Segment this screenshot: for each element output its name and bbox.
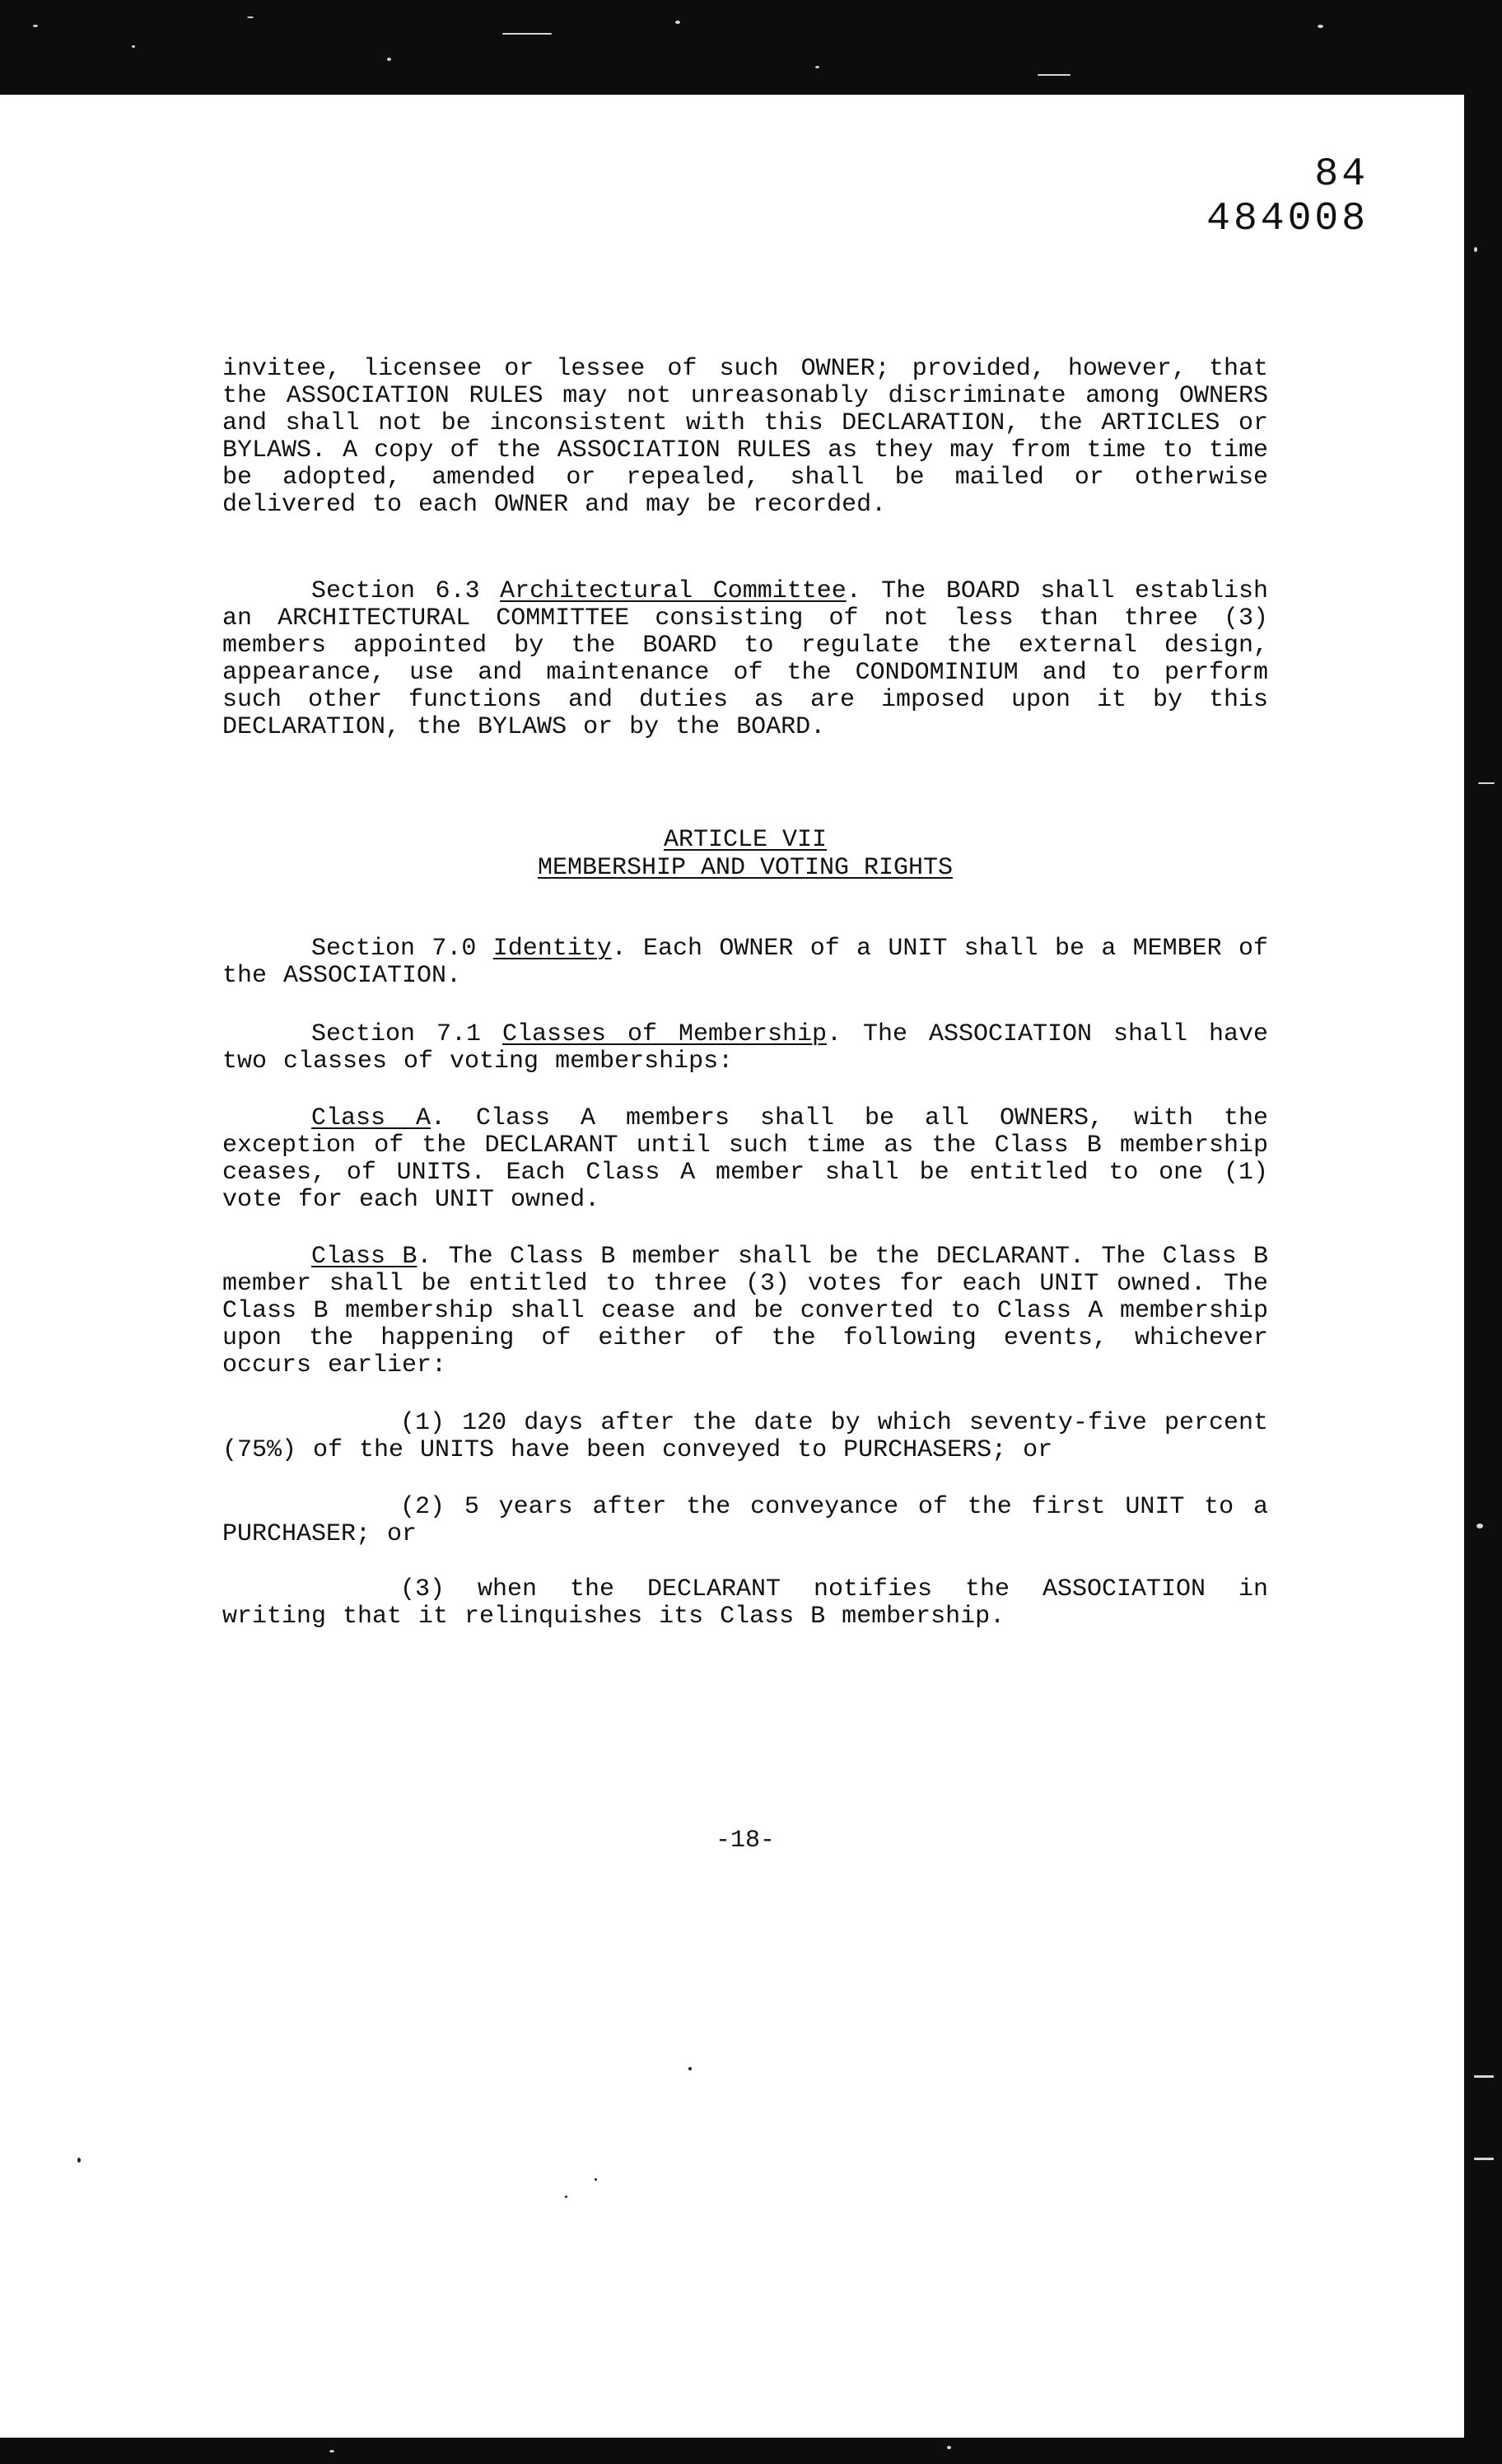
section-6-3-body: . The BOARD shall establish an ARCHITECTURAL COMMITTEE consisting of not less than three (3) members appointed by the BOARD to regulate the external design, appearance, use and maintenance of the CONDOMINIUM and to perform such other functions and duties as are imposed upon it by this DECLARATION, the BYLAWS or by the BOARD. [222, 577, 1268, 741]
section-7-1-label: Section 7.1 [311, 1020, 482, 1048]
section-7-0 [222, 936, 1268, 990]
section-7-1-body: . The ASSOCIATION shall have two classes of voting memberships: [222, 1020, 1268, 1076]
class-b-title: Class B [311, 1243, 417, 1271]
class-a-body: . Class A members shall be all OWNERS, with the exception of the DECLARANT until such time as the Class B membership ceases, of UNITS. Each Class A member shall be entitled to one (1) vote for each UNIT owned. [222, 1104, 1268, 1214]
class-a-title: Class A [311, 1104, 431, 1132]
section-7-0-title: Identity [492, 935, 612, 963]
section-6-3-title: Architectural Committee [500, 577, 847, 605]
event-item-3: (3) when the DECLARANT notifies the ASSOCIATION in writing that it relinquishes its Class B membership. [222, 1575, 1268, 1631]
section-7-0-label: Section 7.0 [311, 935, 477, 963]
article-number: ARTICLE VII [663, 826, 828, 854]
article-title: MEMBERSHIP AND VOTING RIGHTS [537, 854, 954, 882]
class-a-paragraph [222, 1105, 1268, 1214]
section-7-1-title: Classes of Membership [502, 1020, 828, 1048]
class-b-paragraph [222, 1244, 1268, 1379]
class-b-body: . The Class B member shall be the DECLARANT. The Class B member shall be entitled to three (3) votes for each UNIT owned. The Class B membership shall cease and be converted to Class A membership upon the happening of either of the following events, whichever occurs earlier: [222, 1243, 1268, 1379]
section-6-3-label: Section 6.3 [311, 577, 480, 605]
paragraph-association-rules: invitee, licensee or lessee of such OWNER; provided, however, that the ASSOCIATION RULES may not unreasonably discriminate among OWNERS and shall not be inconsistent with this DECLARATION, the ARTICLES or BYLAWS. A copy of the ASSOCIATION RULES as they may from time to time be adopted, amended or repealed, shall be mailed or otherwise delivered to each OWNER and may be recorded. [222, 355, 1268, 519]
page-number: -18- [715, 1827, 775, 1855]
event-item-2: (2) 5 years after the conveyance of the first UNIT to a PURCHASER; or [222, 1493, 1268, 1548]
section-6-3 [222, 578, 1268, 741]
section-7-1 [222, 1021, 1268, 1076]
event-item-1: (1) 120 days after the date by which seventy-five percent (75%) of the UNITS have been conveyed to PURCHASERS; or [222, 1409, 1268, 1464]
document-number: 84 484008 [1206, 152, 1369, 241]
section-7-0-body: . Each OWNER of a UNIT shall be a MEMBER of the ASSOCIATION. [222, 935, 1268, 990]
